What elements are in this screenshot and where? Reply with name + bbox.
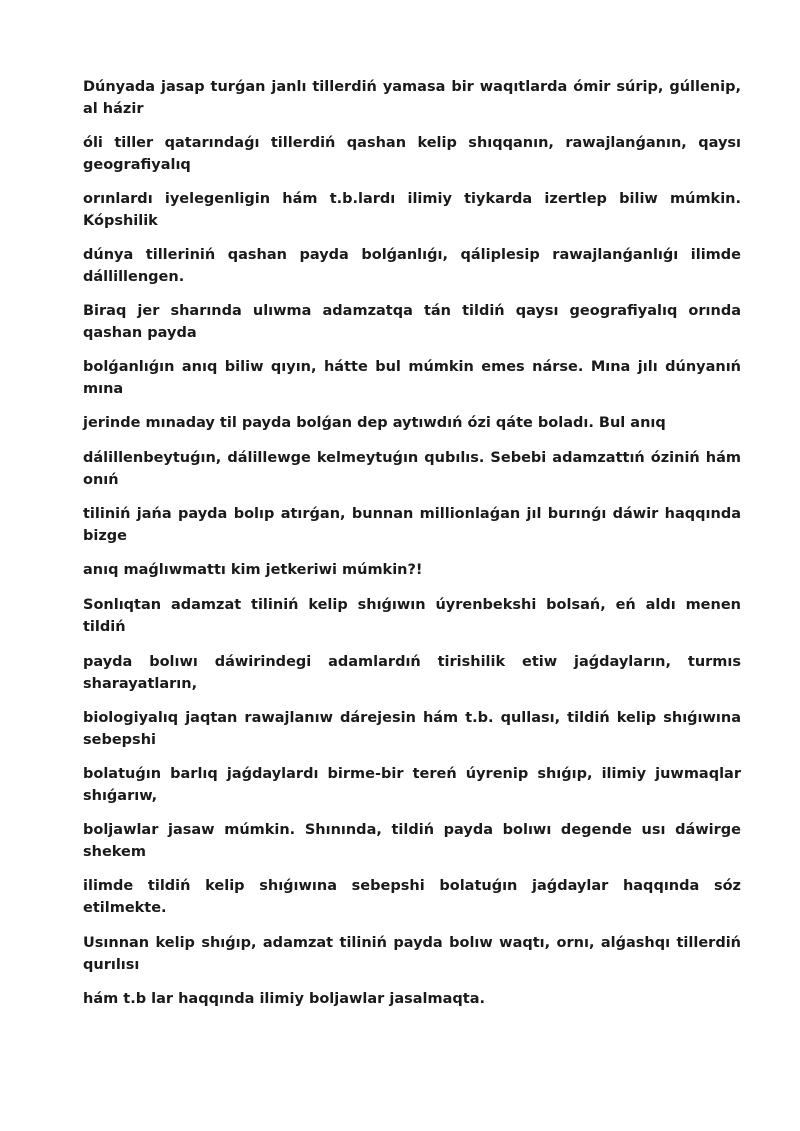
text-line-8: dálillenbeytuǵın, dálillewge kelmeytuǵın qubılıs. Sebebi adamzattıń óziniń hám onıń — [83, 450, 741, 488]
text-line-11: Sonlıqtan adamzat tiliniń kelip shıǵıwın úyrenbekshi bolsań, eń aldı menen tildiń — [83, 597, 741, 635]
text-line-17: Usınnan kelip shıǵıp, adamzat tiliniń payda bolıw waqtı, ornı, alǵashqı tillerdiń qurılısı — [83, 935, 741, 973]
text-line-15: boljawlar jasaw múmkin. Shınında, tildiń payda bolıwı degende usı dáwirge shekem — [83, 822, 741, 860]
text-line-1: Dúnyada jasap turǵan janlı tillerdiń yamasa bir waqıtlarda ómir súrip, gúllenip, al házir — [83, 79, 741, 117]
text-line-5: Biraq jer sharında ulıwma adamzatqa tán tildiń qaysı geografiyalıq orında qashan payda — [83, 303, 741, 341]
text-line-16: ilimde tildiń kelip shıǵıwına sebepshi bolatuǵın jaǵdaylar haqqında sóz etilmekte. — [83, 878, 741, 916]
text-line-6: bolǵanlıǵın anıq biliw qıyın, hátte bul múmkin emes nárse. Mına jılı dúnyanıń mına — [83, 359, 741, 397]
text-line-3: orınlardı iyelegenligin hám t.b.lardı ilimiy tiykarda izertlep biliw múmkin. Kópshilik — [83, 191, 741, 229]
text-line-12: payda bolıwı dáwirindegi adamlardıń tirishilik etiw jaǵdayların, turmıs sharayatların, — [83, 654, 741, 692]
text-line-9: tiliniń jańa payda bolıp atırǵan, bunnan millionlaǵan jıl burınǵı dáwir haqqında bizge — [83, 506, 741, 544]
text-line-18: hám t.b lar haqqında ilimiy boljawlar jasalmaqta. — [83, 991, 485, 1007]
text-line-4: dúnya tilleriniń qashan payda bolǵanlıǵı, qáliplesip rawajlanǵanlıǵı ilimde dállillengen. — [83, 247, 741, 285]
text-line-2: óli tiller qatarındaǵı tillerdiń qashan kelip shıqqanın, rawajlanǵanın, qaysı geografiyalıq — [83, 135, 741, 173]
text-line-10: anıq maǵlıwmattı kim jetkeriwi múmkin?! — [83, 562, 423, 578]
text-line-7: jerinde mınaday til payda bolǵan dep aytıwdıń ózi qáte boladı. Bul anıq — [83, 415, 666, 431]
document-body — [83, 76, 741, 1023]
text-line-14: bolatuǵın barlıq jaǵdaylardı birme-bir tereń úyrenip shıǵıp, ilimiy juwmaqlar shıǵarıw, — [83, 766, 741, 804]
text-line-13: biologiyalıq jaqtan rawajlanıw dárejesin hám t.b. qullası, tildiń kelip shıǵıwına sebepshi — [83, 710, 741, 748]
